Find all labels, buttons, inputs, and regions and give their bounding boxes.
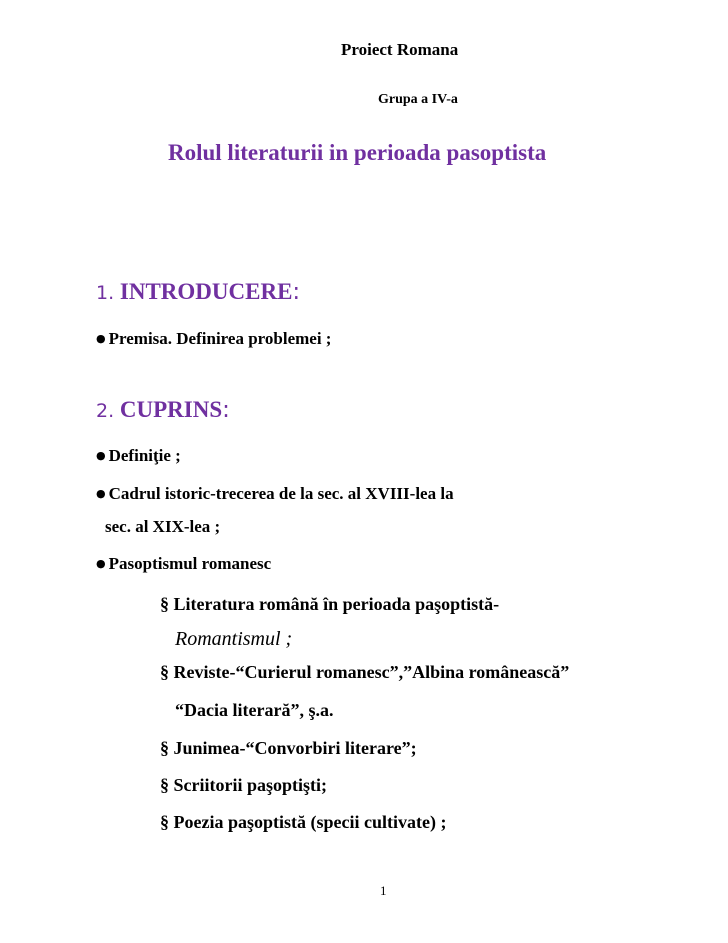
page-number: 1 [380, 883, 387, 898]
sub-item: § Poezia paşoptistă (specii cultivate) ; [160, 812, 447, 832]
bullet-icon: ● [96, 449, 106, 462]
list-item [96, 484, 454, 504]
sub-item-continuation: “Dacia literară”, ş.a. [175, 700, 334, 720]
list-item-text: Premisa. Definirea problemei ; [108, 329, 332, 348]
sub-item-continuation: Romantismul ; [175, 628, 293, 650]
document-title: Rolul literaturii in perioada pasoptista [168, 140, 547, 165]
sub-item: § Reviste-“Curierul romanesc”,”Albina românească” [160, 662, 570, 682]
section-heading-text: CUPRINS [119, 397, 223, 422]
sub-item: § Junimea-“Convorbiri literare”; [160, 738, 417, 758]
section-heading-introducere [96, 279, 300, 305]
list-item-text: Pasoptismul romanesc [108, 554, 272, 573]
bullet-icon: ● [96, 487, 106, 500]
section-number: 2. [96, 400, 115, 422]
section-number: 1. [96, 282, 115, 304]
list-item [96, 554, 271, 574]
sub-item: § Literatura română în perioada paşoptistă- [160, 594, 500, 614]
list-item-text: Cadrul istoric-trecerea de la sec. al XVIII-lea la [108, 484, 454, 503]
sub-item: § Scriitorii paşoptişti; [160, 775, 327, 795]
project-title: Proiect Romana [341, 40, 459, 59]
list-item [96, 329, 331, 349]
list-item-text: Definiţie ; [108, 446, 181, 465]
section-heading-text: INTRODUCERE [119, 279, 293, 304]
section-heading-cuprins [96, 397, 230, 423]
bullet-icon: ● [96, 332, 106, 345]
group-label: Grupa a IV-a [378, 92, 458, 107]
list-item-continuation: sec. al XIX-lea ; [105, 517, 221, 536]
section-colon: : [292, 279, 301, 305]
list-item [96, 446, 181, 466]
bullet-icon: ● [96, 557, 106, 570]
section-colon: : [222, 397, 230, 423]
